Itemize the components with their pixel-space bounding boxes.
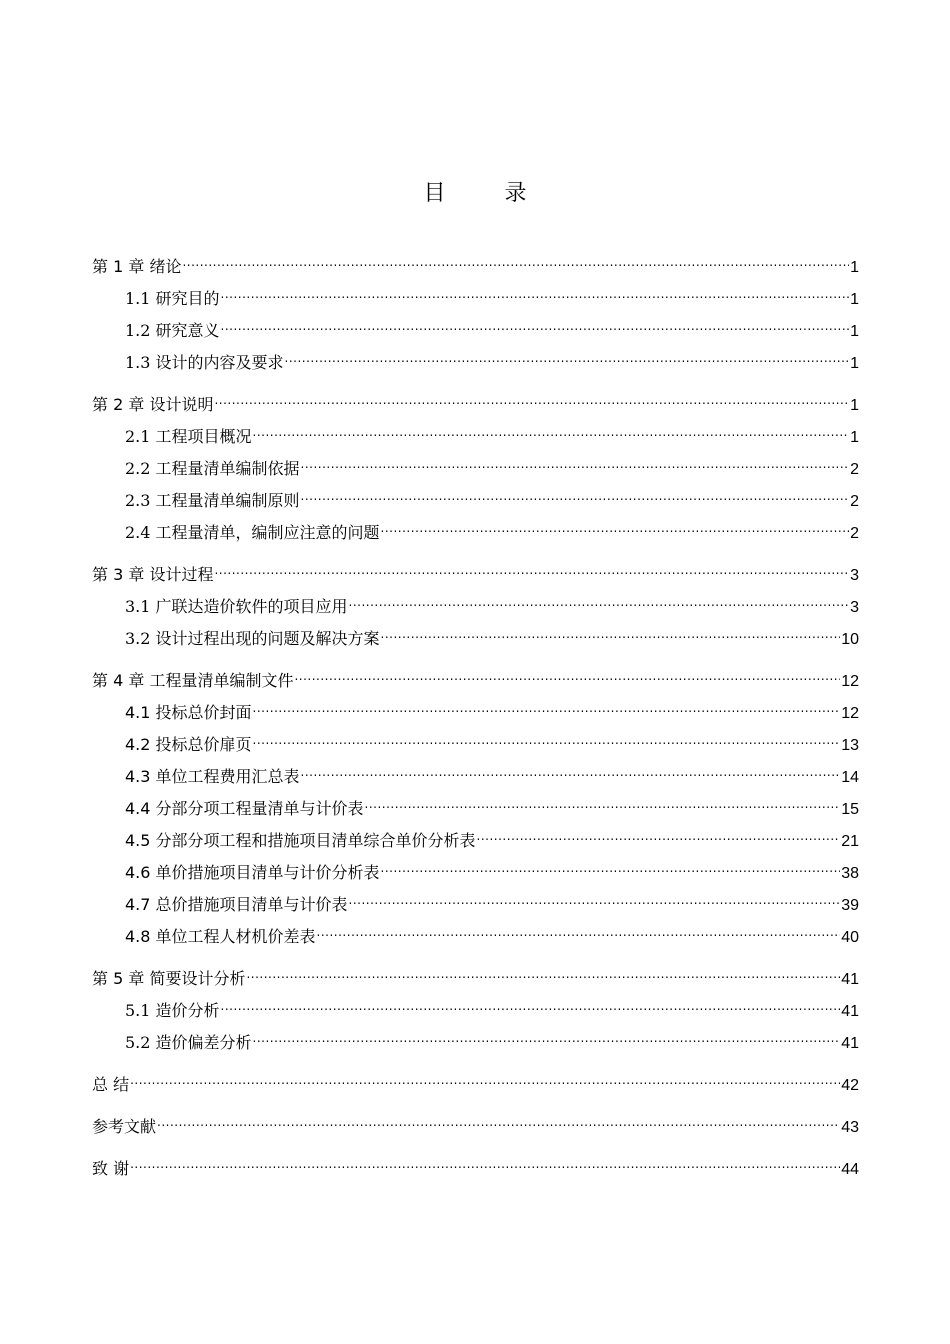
toc-section-4-5[interactable] [92, 822, 859, 854]
toc-section-1-1[interactable] [92, 280, 859, 312]
toc-leader-dots [253, 694, 841, 718]
toc-section-4-2[interactable] [92, 726, 859, 758]
toc-section-4-8[interactable] [92, 918, 859, 950]
toc-leader-dots [381, 854, 841, 878]
toc-entry-label: 4.8 单位工程人材机价差表 [125, 927, 316, 946]
toc-page-number: 1 [850, 291, 859, 308]
toc-references[interactable] [92, 1108, 859, 1140]
toc-leader-dots [130, 1150, 840, 1174]
toc-leader-dots [365, 790, 841, 814]
toc-entry-label: 4.5 分部分项工程和措施项目清单综合单价分析表 [125, 831, 476, 850]
toc-section-1-2[interactable] [92, 312, 859, 344]
toc-leader-dots [301, 450, 850, 474]
toc-leader-dots [317, 918, 841, 942]
toc-leader-dots [294, 662, 840, 686]
toc-leader-dots [157, 1108, 840, 1132]
toc-page-number: 3 [850, 567, 859, 584]
toc-leader-dots [477, 822, 841, 846]
toc-leader-dots [253, 726, 841, 750]
toc-page-number: 41 [841, 1003, 859, 1020]
toc-section-2-2[interactable] [92, 450, 859, 482]
toc-leader-dots [301, 758, 841, 782]
toc-chapter-2[interactable] [92, 386, 859, 418]
toc-page-number: 1 [850, 323, 859, 340]
toc-conclusion[interactable] [92, 1066, 859, 1098]
toc-entry-label: 3.2 设计过程出现的问题及解决方案 [125, 629, 380, 648]
toc-leader-dots [130, 1066, 840, 1090]
toc-chapter-5[interactable] [92, 960, 859, 992]
toc-page-number: 1 [850, 397, 859, 414]
toc-entry-label: 第 5 章 简要设计分析 [92, 969, 246, 988]
toc-entry-label: 第 2 章 设计说明 [92, 395, 214, 414]
toc-entry-label: 4.4 分部分项工程量清单与计价表 [125, 799, 364, 818]
toc-section-3-1[interactable] [92, 588, 859, 620]
toc-acknowledgements[interactable] [92, 1150, 859, 1182]
toc-entry-label: 2.3 工程量清单编制原则 [125, 491, 300, 510]
toc-section-4-6[interactable] [92, 854, 859, 886]
toc-page-number: 44 [841, 1161, 859, 1178]
toc-page-number: 43 [841, 1119, 859, 1136]
toc-page-number: 42 [841, 1077, 859, 1094]
toc-page-number: 1 [850, 429, 859, 446]
toc-section-2-3[interactable] [92, 482, 859, 514]
toc-entry-label: 3.1 广联达造价软件的项目应用 [125, 597, 348, 616]
toc-entry-label: 1.3 设计的内容及要求 [125, 353, 284, 372]
toc-section-4-7[interactable] [92, 886, 859, 918]
toc-leader-dots [214, 386, 849, 410]
toc-entry-label: 2.2 工程量清单编制依据 [125, 459, 300, 478]
toc-page-number: 38 [841, 865, 859, 882]
toc-page-number: 14 [841, 769, 859, 786]
toc-entry-label: 参考文献 [92, 1117, 157, 1136]
toc-section-1-3[interactable] [92, 344, 859, 376]
table-of-contents [92, 248, 859, 1182]
toc-entry-label: 1.1 研究目的 [125, 289, 220, 308]
toc-leader-dots [221, 312, 850, 336]
toc-entry-label: 4.2 投标总价扉页 [125, 735, 252, 754]
toc-leader-dots [381, 514, 850, 538]
toc-section-2-1[interactable] [92, 418, 859, 450]
toc-page-number: 1 [850, 355, 859, 372]
toc-chapter-3[interactable] [92, 556, 859, 588]
toc-entry-label: 4.7 总价措施项目清单与计价表 [125, 895, 348, 914]
toc-entry-label: 5.2 造价偏差分析 [125, 1033, 252, 1052]
toc-page-number: 15 [841, 801, 859, 818]
toc-section-5-2[interactable] [92, 1024, 859, 1056]
toc-page-number: 2 [850, 525, 859, 542]
toc-section-3-2[interactable] [92, 620, 859, 652]
toc-page-number: 39 [841, 897, 859, 914]
toc-leader-dots [253, 1024, 841, 1048]
toc-section-5-1[interactable] [92, 992, 859, 1024]
toc-entry-label: 第 1 章 绪论 [92, 257, 182, 276]
toc-entry-label: 4.6 单价措施项目清单与计价分析表 [125, 863, 380, 882]
toc-chapter-4[interactable] [92, 662, 859, 694]
toc-entry-label: 4.1 投标总价封面 [125, 703, 252, 722]
toc-page-number: 2 [850, 493, 859, 510]
toc-section-4-1[interactable] [92, 694, 859, 726]
toc-entry-label: 5.1 造价分析 [125, 1001, 220, 1020]
toc-leader-dots [301, 482, 850, 506]
page-title: 目 录 [423, 181, 553, 206]
toc-entry-label: 2.4 工程量清单，编制应注意的问题 [125, 523, 380, 542]
toc-entry-label: 1.2 研究意义 [125, 321, 220, 340]
toc-entry-label: 总 结 [92, 1075, 130, 1094]
toc-leader-dots [214, 556, 849, 580]
toc-entry-label: 第 4 章 工程量清单编制文件 [92, 671, 294, 690]
toc-leader-dots [221, 992, 841, 1016]
toc-entry-label: 2.1 工程项目概况 [125, 427, 252, 446]
toc-chapter-1[interactable] [92, 248, 859, 280]
toc-page-number: 40 [841, 929, 859, 946]
toc-section-2-4[interactable] [92, 514, 859, 546]
toc-page-number: 3 [850, 599, 859, 616]
toc-page-number: 10 [841, 631, 859, 648]
toc-page-number: 41 [841, 971, 859, 988]
toc-entry-label: 4.3 单位工程费用汇总表 [125, 767, 300, 786]
toc-page-number: 41 [841, 1035, 859, 1052]
toc-section-4-4[interactable] [92, 790, 859, 822]
toc-leader-dots [221, 280, 850, 304]
toc-page-number: 12 [841, 705, 859, 722]
toc-leader-dots [246, 960, 840, 984]
toc-entry-label: 第 3 章 设计过程 [92, 565, 214, 584]
toc-leader-dots [349, 886, 841, 910]
toc-page-number: 12 [841, 673, 859, 690]
toc-leader-dots [381, 620, 841, 644]
toc-page-number: 1 [850, 259, 859, 276]
toc-page-number: 21 [841, 833, 859, 850]
toc-leader-dots [285, 344, 850, 368]
toc-leader-dots [349, 588, 850, 612]
toc-page-number: 2 [850, 461, 859, 478]
toc-entry-label: 致 谢 [92, 1159, 130, 1178]
toc-leader-dots [253, 418, 850, 442]
toc-leader-dots [182, 248, 849, 272]
toc-page-number: 13 [841, 737, 859, 754]
toc-section-4-3[interactable] [92, 758, 859, 790]
